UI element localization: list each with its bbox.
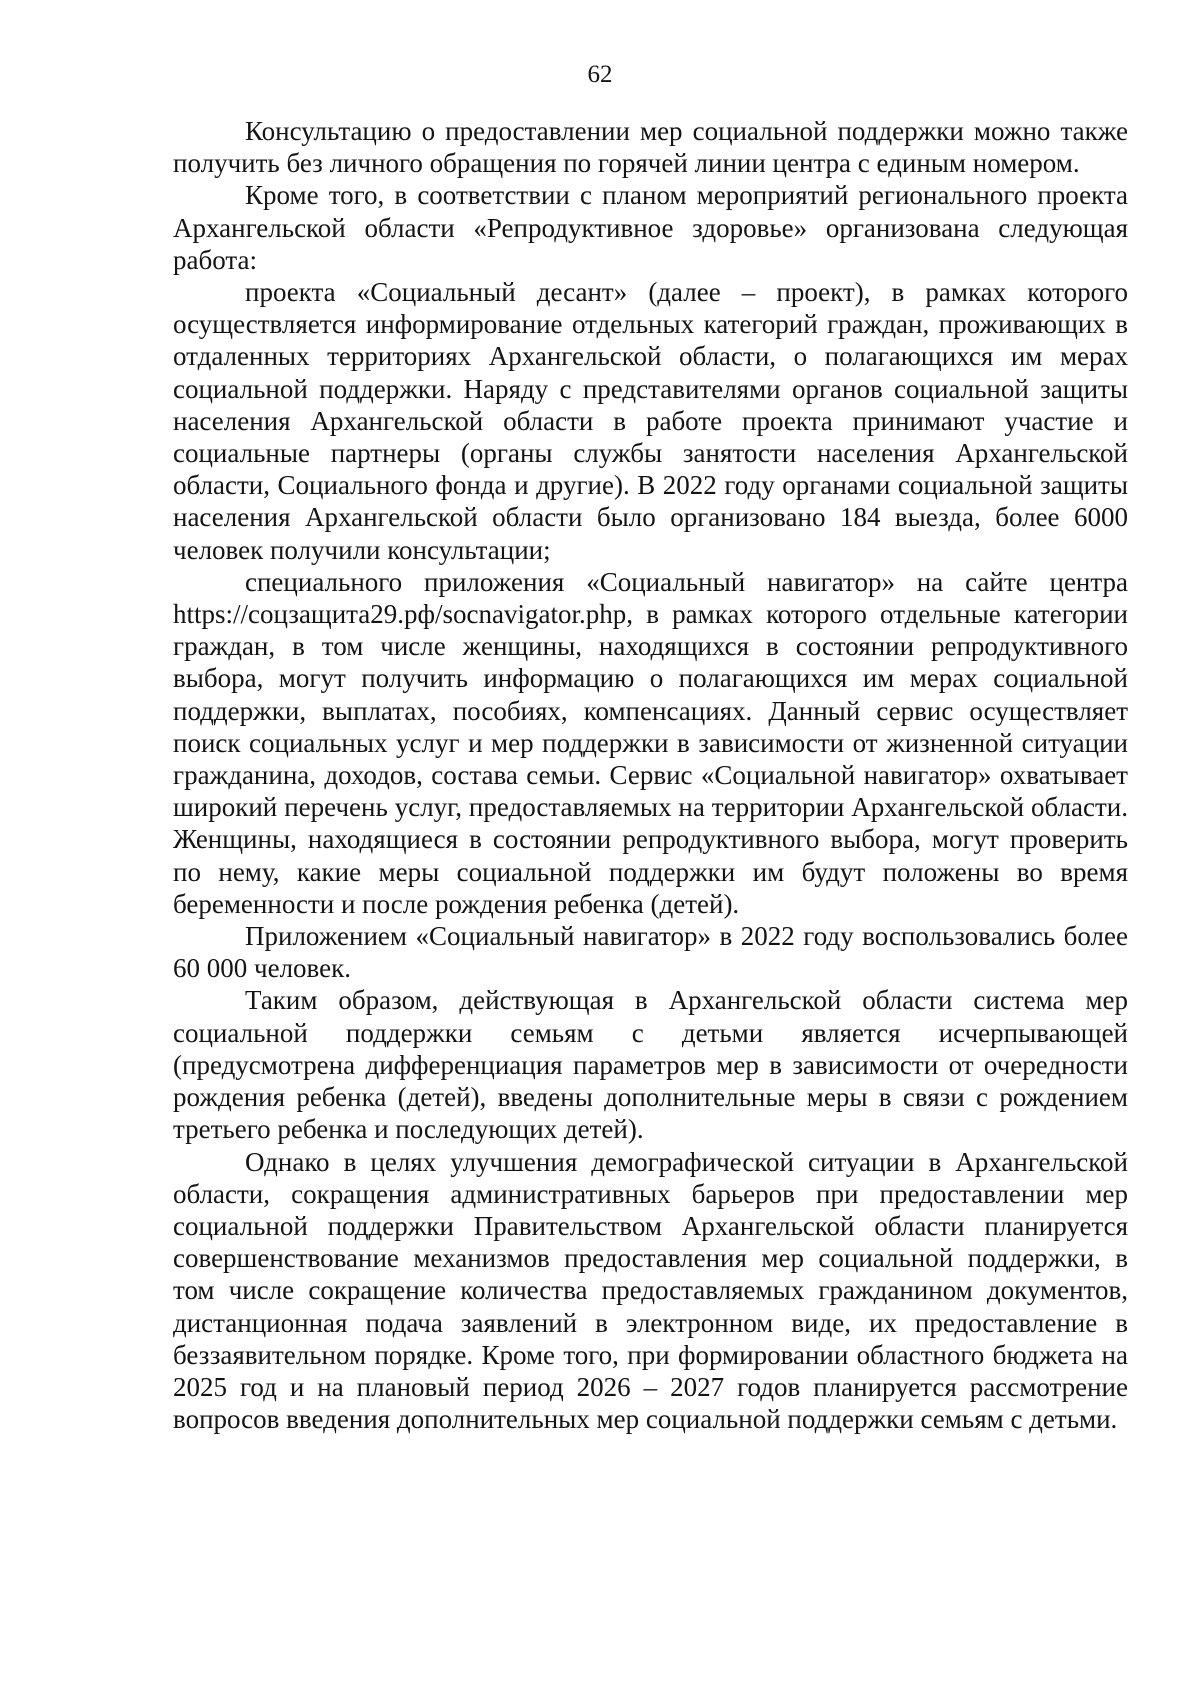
paragraph-improvements: Однако в целях улучшения демографической ситуации в Архангельской области, сокращения административных барьеров при предоставлении мер социальной поддержки Правительством Архангельской области планируется совершенствование механизмов предоставления мер социальной поддержки, в том числе сокращение количества предоставляемых гражданином документов, дистанционная подача заявлений в электронном виде, их предоставление в беззаявительном порядке. Кроме того, при формировании областного бюджета на 2025 год и на плановый период 2026 – 2027 годов планируется рассмотрение вопросов введения дополнительных мер социальной поддержки семьям с детьми. [173, 1146, 1128, 1435]
paragraph-social-navigator [173, 566, 1128, 920]
page-number: 62 [587, 61, 613, 88]
document-body [173, 115, 1128, 1435]
paragraph-consultation: Консультацию о предоставлении мер социальной поддержки можно также получить без личного обращения по горячей линии центра с единым номером. [173, 116, 1128, 179]
paragraph-social-desant: проекта «Социальный десант» (далее – проект), в рамках которого осуществляется информирование отдельных категорий граждан, проживающих в отдаленных территориях Архангельской области, о полагающихся им мерах социальной поддержки. Наряду с представителями органов социальной защиты населения Архангельской области в работе проекта принимают участие и социальные партнеры (органы службы занятости населения Архангельской области, Социального фонда и другие). В 2022 году органами социальной защиты населения Архангельской области было организовано 184 выезда, более 6000 человек получили консультации; [173, 277, 1128, 565]
socnavigator-link: https://соцзащита29.рф/socnavigator.php, [173, 599, 633, 630]
paragraph-social-navigator-text: в рамках которого отдельные категории граждан, в том числе женщины, находящихся в состоянии репродуктивного выбора, могут получить информацию о полагающихся им мерах социальной поддержки, выплатах, пособиях, компенсациях. Данный сервис осуществляет поиск социальных услуг и мер поддержки в зависимости от жизненной ситуации гражданина, доходов, состава семьи. Сервис «Социальной навигатор» охватывает широкий перечень услуг, предоставляемых на территории Архангельской области. Женщины, находящиеся в состоянии репродуктивного выбора, могут проверить по нему, какие меры социальной поддержки им будут положены во время беременности и после рождения ребенка (детей). [173, 599, 1128, 919]
paragraph-social-navigator-intro: специального приложения «Социальный навигатор» на сайте центра [245, 566, 1128, 597]
paragraph-navigator-usage: Приложением «Социальный навигатор» в 2022 году воспользовались более 60 000 человек. [173, 921, 1128, 984]
paragraph-support-system: Таким образом, действующая в Архангельской области система мер социальной поддержки семьям с детьми является исчерпывающей (предусмотрена дифференциация параметров мер в зависимости от очередности рождения ребенка (детей), введены дополнительные меры в связи с рождением третьего ребенка и последующих детей). [173, 985, 1128, 1145]
paragraph-regional-project: Кроме того, в соответствии с планом мероприятий регионального проекта Архангельской области «Репродуктивное здоровье» организована следующая работа: [173, 180, 1128, 275]
